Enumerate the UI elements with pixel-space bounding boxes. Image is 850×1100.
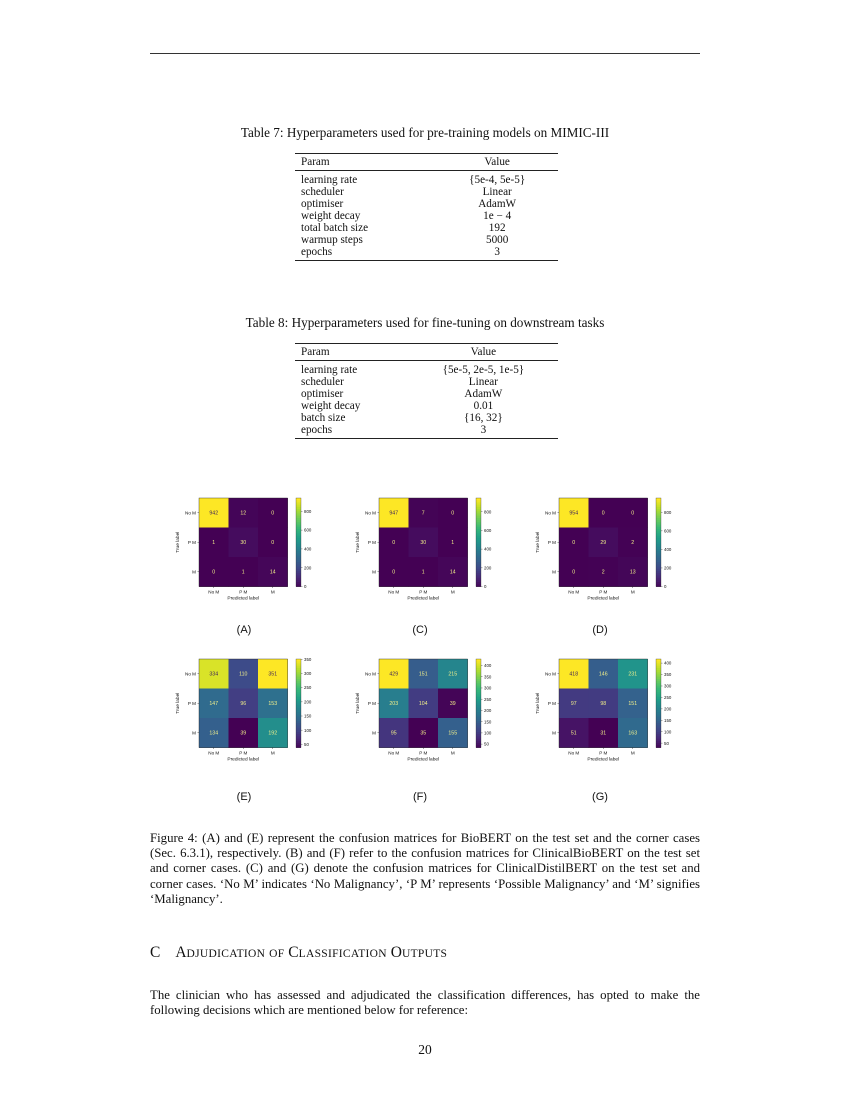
x-tick-label: No M: [568, 750, 580, 756]
colorbar-tick-label: 300: [664, 683, 672, 689]
y-tick-label: M: [552, 569, 556, 575]
table-cell: Linear: [468, 376, 498, 388]
x-tick-label: M: [450, 589, 455, 595]
cell-value-label: 1: [421, 569, 425, 576]
colorbar-tick-label: 400: [484, 663, 492, 669]
cell-value-label: 0: [451, 510, 455, 517]
cell-value-label: 418: [569, 671, 579, 678]
x-tick-label: P M: [239, 589, 248, 595]
colorbar-tick-label: 50: [304, 741, 309, 747]
cell-value-label: 203: [389, 701, 399, 708]
section-heading: [150, 944, 447, 962]
table7-caption: Table 7: Hyperparameters used for pre-training models on MIMIC-III: [240, 125, 610, 140]
confusion-matrix-c: [348, 493, 498, 608]
cell-value-label: 153: [268, 701, 278, 708]
cell-value-label: 97: [570, 701, 577, 708]
cell-value-label: 0: [271, 540, 275, 547]
table-cell: 5000: [485, 234, 509, 246]
table-cell: 192: [488, 222, 506, 234]
table-row: [295, 234, 558, 246]
table-cell: AdamW: [478, 198, 517, 210]
y-tick-label: No M: [365, 671, 376, 677]
panel-label-g: (G): [592, 791, 608, 803]
table8-caption: Table 8: Hyperparameters used for fine-tuning on downstream tasks: [245, 315, 605, 330]
y-tick-label: P M: [367, 700, 376, 706]
table8: [295, 343, 558, 439]
x-axis-label: Predicted label: [587, 757, 620, 763]
cell-value-label: 1: [212, 540, 216, 547]
cell-value-label: 13: [629, 569, 636, 576]
colorbar-tick-label: 350: [484, 674, 492, 680]
table-cell: 3: [436, 246, 558, 261]
confusion-matrix-f: [348, 654, 498, 769]
cell-value-label: 231: [628, 671, 638, 678]
y-tick-label: M: [192, 730, 196, 736]
section-number: C: [150, 944, 161, 961]
cell-value-label: 163: [628, 730, 638, 737]
x-tick-label: No M: [388, 750, 400, 756]
table-cell: epochs: [295, 424, 409, 439]
table-cell: {16, 32}: [464, 412, 503, 424]
y-axis-label: True label: [176, 692, 181, 714]
y-axis-label: True label: [356, 531, 361, 553]
table-row: [295, 186, 558, 198]
cell-value-label: 147: [209, 701, 219, 708]
cell-value-label: 110: [239, 671, 248, 678]
colorbar-tick-label: 100: [484, 730, 492, 736]
x-tick-label: P M: [239, 750, 248, 756]
x-tick-label: P M: [419, 589, 428, 595]
table-cell: AdamW: [464, 388, 503, 400]
cell-value-label: 429: [389, 671, 399, 678]
x-tick-label: M: [630, 750, 635, 756]
cell-value-label: 215: [448, 671, 458, 678]
table8-header-param: Param: [295, 344, 409, 361]
y-tick-label: No M: [185, 510, 196, 516]
cell-value-label: 0: [271, 510, 275, 517]
table-cell: learning rate: [301, 174, 358, 186]
cell-value-label: 334: [209, 671, 219, 678]
colorbar-tick-label: 400: [304, 546, 312, 552]
section-title: ADJUDICATION OF CLASSIFICATION OUTPUTS: [175, 944, 448, 961]
colorbar-tick-label: 200: [304, 565, 312, 571]
colorbar-tick-label: 800: [664, 509, 672, 515]
x-tick-label: No M: [568, 589, 580, 595]
cell-value-label: 0: [572, 540, 576, 547]
header-rule: [150, 53, 700, 54]
table-row: [295, 361, 558, 377]
table7: [295, 153, 558, 261]
y-axis-label: True label: [536, 531, 541, 553]
x-tick-label: No M: [388, 589, 400, 595]
colorbar-tick-label: 800: [304, 508, 312, 514]
table-cell: 3: [409, 424, 558, 439]
x-tick-label: P M: [599, 589, 608, 595]
table-cell: {5e-4, 5e-5}: [469, 174, 526, 186]
table-row: [295, 222, 558, 234]
panel-label-a: (A): [236, 624, 252, 636]
confusion-matrix-e: [168, 654, 318, 769]
colorbar-tick-label: 350: [664, 672, 672, 678]
cell-value-label: 192: [268, 730, 278, 737]
table-row: [295, 171, 558, 187]
colorbar-tick-label: 800: [484, 509, 492, 515]
y-axis-label: True label: [536, 692, 541, 714]
colorbar-tick-label: 100: [304, 727, 312, 733]
table7-header-value: Value: [436, 154, 558, 171]
colorbar-tick-label: 400: [664, 546, 672, 552]
y-axis-label: True label: [176, 531, 181, 553]
table-row: [295, 388, 558, 400]
confusion-matrix-g: [528, 654, 678, 769]
table-cell: scheduler: [301, 376, 344, 388]
cell-value-label: 134: [209, 730, 219, 737]
cell-value-label: 151: [628, 701, 638, 708]
x-tick-label: M: [450, 750, 455, 756]
table7-header-param: Param: [295, 154, 436, 171]
cell-value-label: 96: [240, 701, 247, 708]
cell-value-label: 2: [601, 569, 605, 576]
y-tick-label: P M: [367, 539, 376, 545]
cell-value-label: 155: [448, 730, 458, 737]
cell-value-label: 39: [240, 730, 247, 737]
y-axis-label: True label: [356, 692, 361, 714]
colorbar-tick-label: 100: [664, 729, 672, 735]
colorbar-tick-label: 150: [484, 719, 492, 725]
cell-value-label: 30: [240, 540, 247, 547]
colorbar-tick-label: 200: [484, 565, 492, 571]
colorbar-tick-label: 150: [304, 713, 312, 719]
cell-value-label: 0: [392, 569, 396, 576]
colorbar-tick-label: 250: [484, 696, 492, 702]
cell-value-label: 98: [600, 701, 607, 708]
cell-value-label: 2: [631, 540, 635, 547]
table-cell: weight decay: [301, 210, 361, 222]
colorbar-tick-label: 600: [304, 527, 312, 533]
table-cell: weight decay: [301, 400, 361, 412]
table-cell: total batch size: [301, 222, 369, 234]
colorbar-tick-label: 200: [304, 699, 312, 705]
table-cell: warmup steps: [301, 234, 363, 246]
table-row: [295, 246, 558, 261]
confusion-matrix-d: [528, 493, 678, 608]
cell-value-label: 31: [600, 730, 607, 737]
y-tick-label: M: [372, 730, 376, 736]
colorbar-tick-label: 0: [304, 584, 307, 590]
table-row: [295, 198, 558, 210]
cell-value-label: 942: [209, 510, 219, 517]
table8-header-value: Value: [409, 344, 558, 361]
x-axis-label: Predicted label: [227, 757, 260, 763]
cell-value-label: 0: [601, 510, 605, 517]
colorbar-tick-label: 0: [664, 584, 667, 590]
y-tick-label: No M: [185, 671, 196, 677]
y-tick-label: No M: [365, 510, 376, 516]
x-tick-label: M: [630, 589, 635, 595]
confusion-matrix-a: [168, 493, 318, 608]
y-tick-label: P M: [187, 539, 196, 545]
y-tick-label: P M: [547, 539, 556, 545]
x-axis-label: Predicted label: [227, 596, 260, 602]
colorbar-tick-label: 200: [664, 565, 672, 571]
colorbar-tick-label: 0: [484, 584, 487, 590]
cell-value-label: 35: [420, 730, 427, 737]
table-cell: optimiser: [301, 198, 344, 210]
table-cell: Linear: [482, 186, 512, 198]
colorbar-tick-label: 350: [304, 656, 312, 662]
panel-label-f: (F): [412, 791, 428, 803]
cell-value-label: 29: [600, 540, 607, 547]
cell-value-label: 0: [212, 569, 216, 576]
x-axis-label: Predicted label: [407, 757, 440, 763]
y-tick-label: M: [372, 569, 376, 575]
table-row: [295, 412, 558, 424]
cell-value-label: 0: [631, 510, 635, 517]
colorbar-tick-label: 50: [664, 740, 669, 746]
colorbar-tick-label: 200: [664, 706, 672, 712]
y-tick-label: P M: [187, 700, 196, 706]
y-tick-label: M: [192, 569, 196, 575]
x-tick-label: M: [270, 750, 275, 756]
x-axis-label: Predicted label: [587, 596, 620, 602]
table-row: [295, 210, 558, 222]
cell-value-label: 0: [572, 569, 576, 576]
x-tick-label: M: [270, 589, 275, 595]
cell-value-label: 1: [241, 569, 245, 576]
cell-value-label: 7: [421, 510, 425, 517]
table-row: [295, 424, 558, 439]
y-tick-label: M: [552, 730, 556, 736]
colorbar-tick-label: 300: [304, 671, 312, 677]
body-paragraph: The clinician who has assessed and adjudicated the classification differences, has opted to make the following decisions which are mentioned below for reference:: [150, 988, 700, 1018]
figure-caption: Figure 4: (A) and (E) represent the confusion matrices for BioBERT on the test set and the corner cases (Sec. 6.3.1), respectively. (B) and (F) refer to the confusion matrices for ClinicalBioBERT on the test set and corner cases. (C) and (G) denote the confusion matrices for ClinicalDistilBERT on the test set and corner cases. ‘No M’ indicates ‘No Malignancy’, ‘P M’ represents ‘Possible Malignancy’ and ‘M’ signifies ‘Malignancy’.: [150, 831, 700, 906]
cell-value-label: 39: [449, 701, 456, 708]
table-cell: batch size: [301, 412, 346, 424]
y-tick-label: No M: [545, 671, 556, 677]
table-cell: {5e-5, 2e-5, 1e-5}: [442, 364, 525, 376]
cell-value-label: 104: [418, 701, 428, 708]
table-row: [295, 376, 558, 388]
cell-value-label: 351: [268, 671, 278, 678]
colorbar-tick-label: 200: [484, 708, 492, 714]
cell-value-label: 14: [269, 569, 276, 576]
cell-value-label: 954: [569, 510, 579, 517]
table-cell: learning rate: [301, 364, 358, 376]
cell-value-label: 51: [570, 730, 577, 737]
cell-value-label: 0: [392, 540, 396, 547]
table-cell: epochs: [295, 246, 436, 261]
x-axis-label: Predicted label: [407, 596, 440, 602]
x-tick-label: No M: [208, 589, 220, 595]
cell-value-label: 95: [390, 730, 397, 737]
colorbar-tick-label: 300: [484, 685, 492, 691]
cell-value-label: 12: [240, 510, 247, 517]
colorbar-tick-label: 600: [484, 528, 492, 534]
table-cell: scheduler: [301, 186, 344, 198]
table-cell: 1e − 4: [483, 210, 512, 222]
panel-label-d: (D): [592, 624, 608, 636]
table-cell: 0.01: [473, 400, 494, 412]
page-number: 20: [418, 1042, 432, 1057]
cell-value-label: 30: [420, 540, 427, 547]
table-row: [295, 400, 558, 412]
panel-label-c: (C): [412, 624, 428, 636]
cell-value-label: 151: [418, 671, 428, 678]
colorbar-tick-label: 250: [664, 695, 672, 701]
x-tick-label: No M: [208, 750, 220, 756]
cell-value-label: 947: [389, 510, 399, 517]
panel-label-e: (E): [236, 791, 252, 803]
colorbar-tick-label: 400: [484, 546, 492, 552]
colorbar-tick-label: 400: [664, 660, 672, 666]
colorbar-tick-label: 600: [664, 528, 672, 534]
y-tick-label: P M: [547, 700, 556, 706]
colorbar-tick-label: 250: [304, 685, 312, 691]
x-tick-label: P M: [419, 750, 428, 756]
cell-value-label: 1: [451, 540, 455, 547]
colorbar-tick-label: 50: [484, 741, 489, 747]
table-cell: optimiser: [301, 388, 344, 400]
colorbar-tick-label: 150: [664, 717, 672, 723]
y-tick-label: No M: [545, 510, 556, 516]
x-tick-label: P M: [599, 750, 608, 756]
cell-value-label: 14: [449, 569, 456, 576]
cell-value-label: 146: [598, 671, 608, 678]
